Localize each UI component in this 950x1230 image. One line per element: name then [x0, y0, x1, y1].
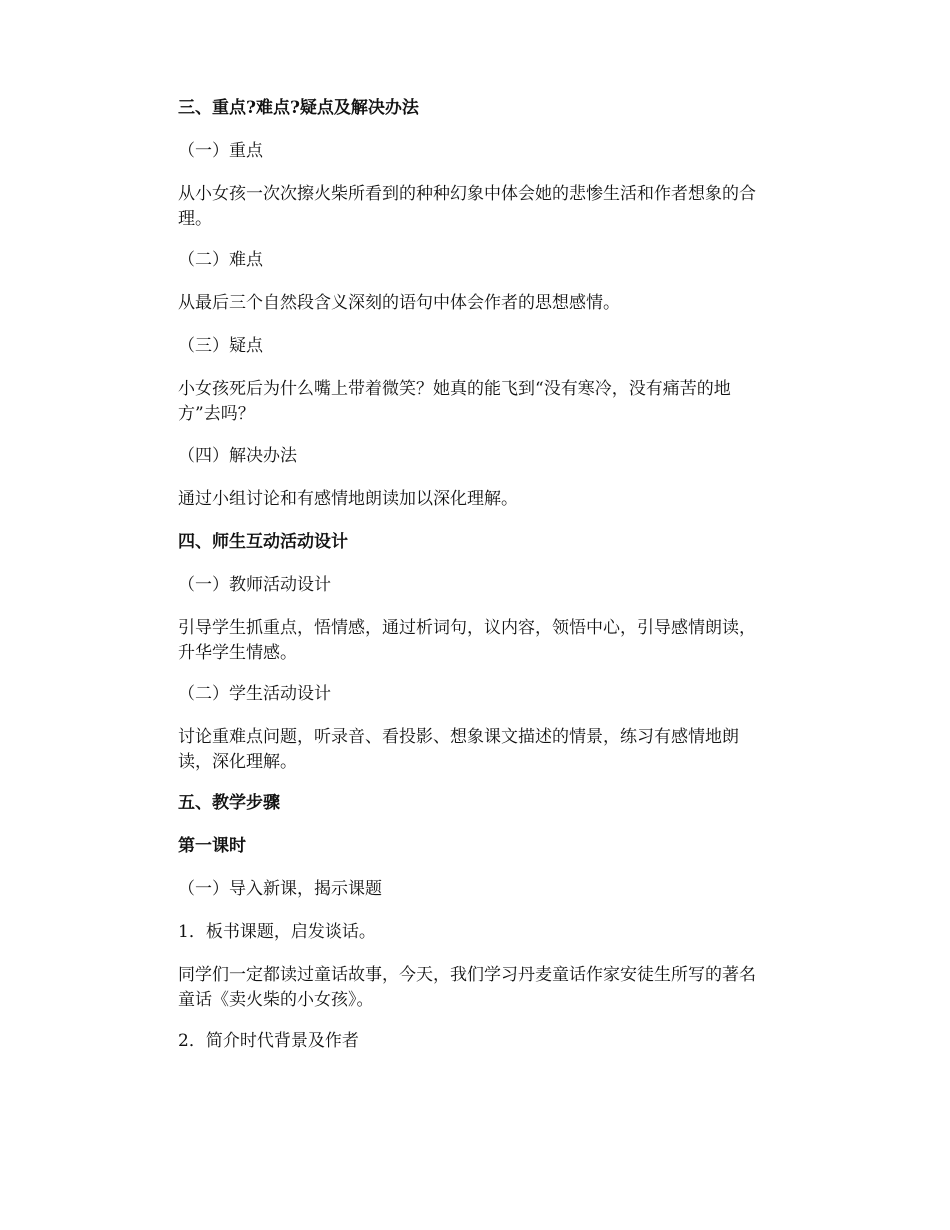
section-3-sub4-title: （四）解决办法 [178, 446, 297, 466]
section-3-sub4-text: 通过小组讨论和有感情地朗读加以深化理解。 [178, 489, 518, 509]
section-4-sub1-text-line2: 升华学生情感。 [178, 643, 297, 663]
step-2-title: 2．简介时代背景及作者 [178, 1031, 359, 1051]
step-1-text-line2: 童话《卖火柴的小女孩》。 [178, 990, 374, 1010]
section-3-sub2-title: （二）难点 [178, 250, 263, 270]
section-3-sub2-text: 从最后三个自然段含义深刻的语句中体会作者的思想感情。 [178, 293, 620, 313]
section-3-title: 三、重点?难点?疑点及解决办法 [178, 98, 419, 118]
section-3-sub1-text-line1: 从小女孩一次次擦火柴所看到的种种幻象中体会她的悲惨生活和作者想象的合 [178, 184, 756, 204]
section-4-sub2-text-line1: 讨论重难点问题，听录音、看投影、想象课文描述的情景，练习有感情地朗 [178, 727, 739, 747]
lesson-1-title: 第一课时 [178, 836, 246, 856]
section-3-sub1-title: （一）重点 [178, 141, 263, 161]
section-5-sub1-title: （一）导入新课，揭示课题 [178, 879, 382, 899]
section-3-sub3-text-line2: 方”去吗？ [178, 404, 255, 424]
section-4-sub1-title: （一）教师活动设计 [178, 575, 331, 595]
section-3-sub3-title: （三）疑点 [178, 336, 263, 356]
step-1-text-line1: 同学们一定都读过童话故事，今天，我们学习丹麦童话作家安徒生所写的著名 [178, 965, 756, 985]
section-4-sub2-text-line2: 读，深化理解。 [178, 752, 297, 772]
section-3-sub1-text-line2: 理。 [178, 209, 212, 229]
section-4-sub2-title: （二）学生活动设计 [178, 684, 331, 704]
section-4-sub1-text-line1: 引导学生抓重点，悟情感，通过析词句，议内容，领悟中心，引导感情朗读， [178, 618, 756, 638]
step-1-title: 1．板书课题，启发谈话。 [178, 922, 376, 942]
section-3-sub3-text-line1: 小女孩死后为什么嘴上带着微笑？她真的能飞到“没有寒冷，没有痛苦的地 [178, 379, 731, 399]
section-4-title: 四、师生互动活动设计 [178, 532, 348, 552]
section-5-title: 五、教学步骤 [178, 793, 280, 813]
